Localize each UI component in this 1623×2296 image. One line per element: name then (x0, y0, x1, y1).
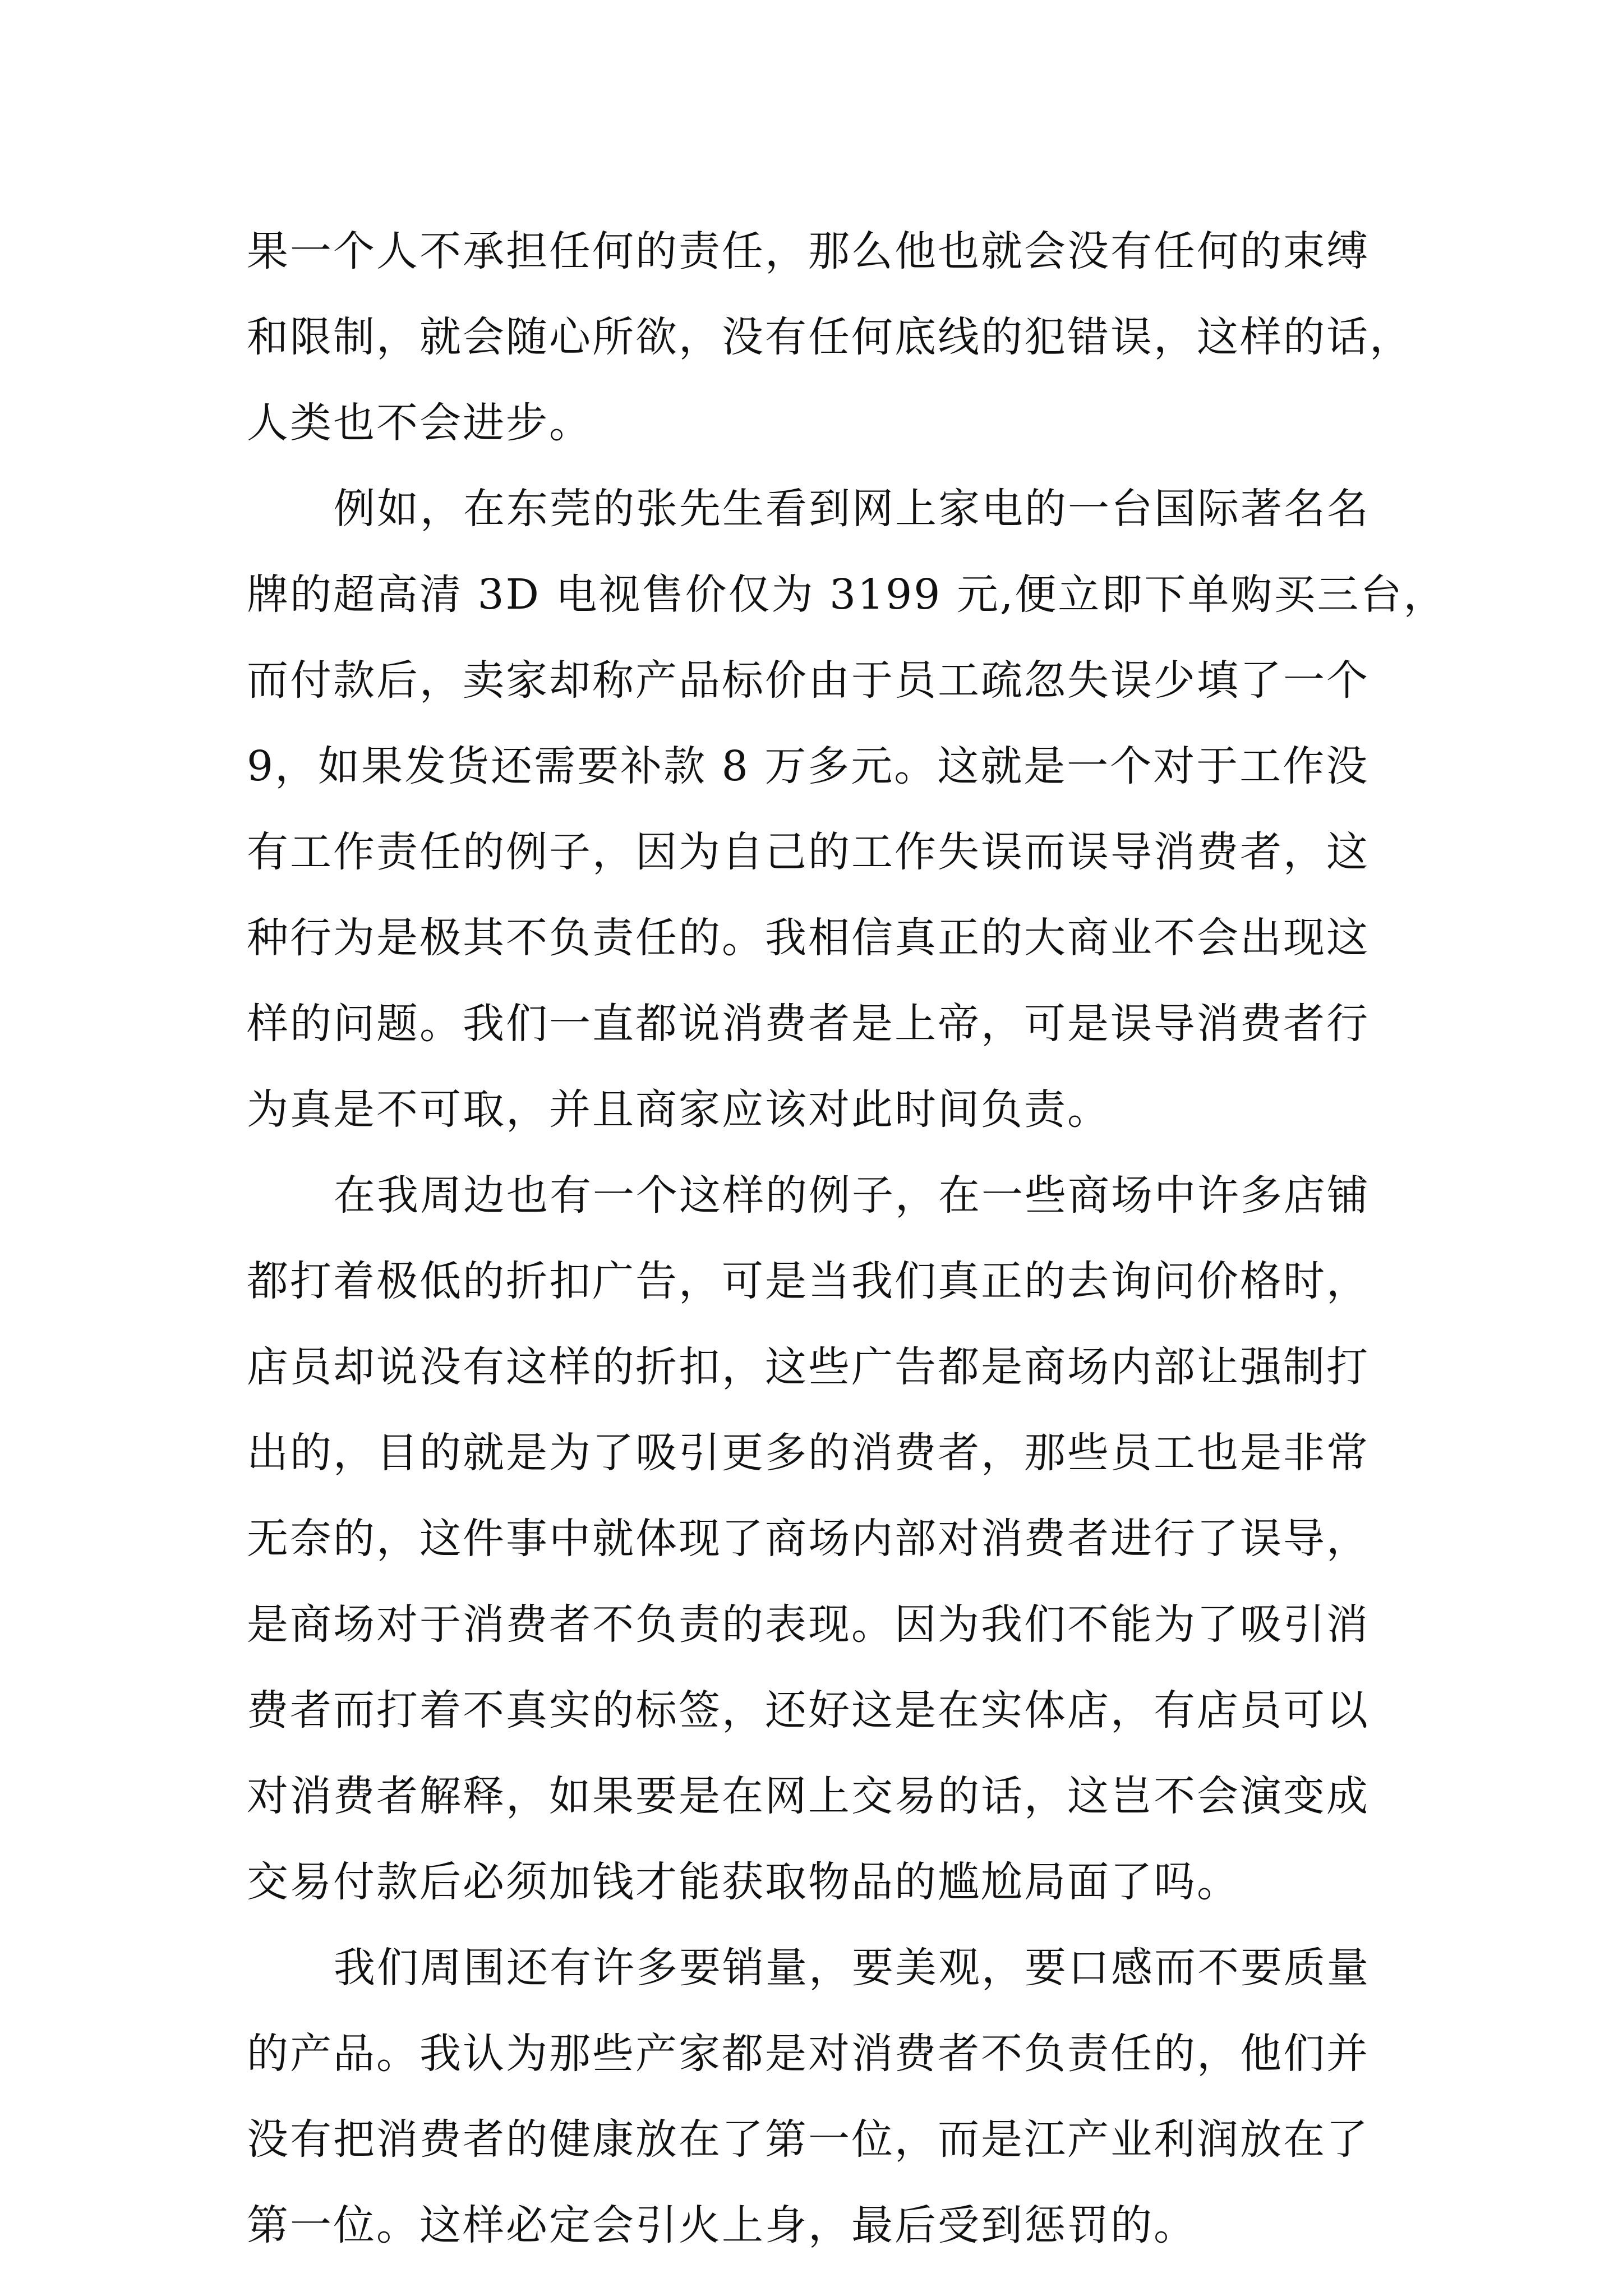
text-line: 为真是不可取，并且商家应该对此时间负责。 (247, 1085, 1110, 1134)
text-line: 而付款后，卖家却称产品标价由于员工疏忽失误少填了一个 (247, 656, 1370, 705)
text-line: 例如，在东莞的张先生看到网上家电的一台国际著名名 (334, 485, 1370, 533)
text-line: 我们周围还有许多要销量，要美观，要口感而不要质量 (334, 1944, 1370, 1992)
paragraph-1 (247, 209, 1413, 466)
text-line: 种行为是极其不负责任的。我相信真正的大商业不会出现这 (247, 914, 1370, 962)
text-line: 无奈的，这件事中就体现了商场内部对消费者进行了误导， (247, 1515, 1370, 1563)
text-line: 第一位。这样必定会引火上身，最后受到惩罚的。 (247, 2201, 1197, 2249)
text-line: 在我周边也有一个这样的例子，在一些商场中许多店铺 (334, 1171, 1370, 1220)
text-line: 费者而打着不真实的标签，还好这是在实体店，有店员可以 (247, 1686, 1370, 1734)
paragraph-2 (247, 466, 1447, 1153)
paragraph-4 (247, 1925, 1385, 2269)
text-line: 人类也不会进步。 (247, 399, 592, 447)
text-line: 样的问题。我们一直都说消费者是上帝，可是误导消费者行 (247, 1000, 1370, 1048)
text-line: 出的，目的就是为了吸引更多的消费者，那些员工也是非常 (247, 1429, 1370, 1477)
text-line: 果一个人不承担任何的责任，那么他也就会没有任何的束缚 (247, 227, 1370, 275)
text-line: 有工作责任的例子，因为自己的工作失误而误导消费者，这 (247, 828, 1370, 876)
paragraph-3 (247, 1153, 1385, 1925)
text-line: 牌的超高清 3D 电视售价仅为 3199 元,便立即下单购买三台， (247, 570, 1447, 619)
text-line: 9，如果发货还需要补款 8 万多元。这就是一个对于工作没 (247, 742, 1370, 790)
text-line: 对消费者解释，如果要是在网上交易的话，这岂不会演变成 (247, 1772, 1370, 1820)
text-line: 是商场对于消费者不负责的表现。因为我们不能为了吸引消 (247, 1600, 1370, 1649)
text-line: 店员却说没有这样的折扣，这些广告都是商场内部让强制打 (247, 1343, 1370, 1391)
text-line: 和限制，就会随心所欲，没有任何底线的犯错误，这样的话， (247, 313, 1413, 361)
text-line: 都打着极低的折扣广告，可是当我们真正的去询问价格时， (247, 1257, 1370, 1305)
text-line: 交易付款后必须加钱才能获取物品的尴尬局面了吗。 (247, 1858, 1240, 1906)
document-body (247, 209, 1447, 2269)
text-line: 没有把消费者的健康放在了第一位，而是江产业利润放在了 (247, 2115, 1370, 2164)
text-line: 的产品。我认为那些产家都是对消费者不负责任的，他们并 (247, 2030, 1370, 2078)
